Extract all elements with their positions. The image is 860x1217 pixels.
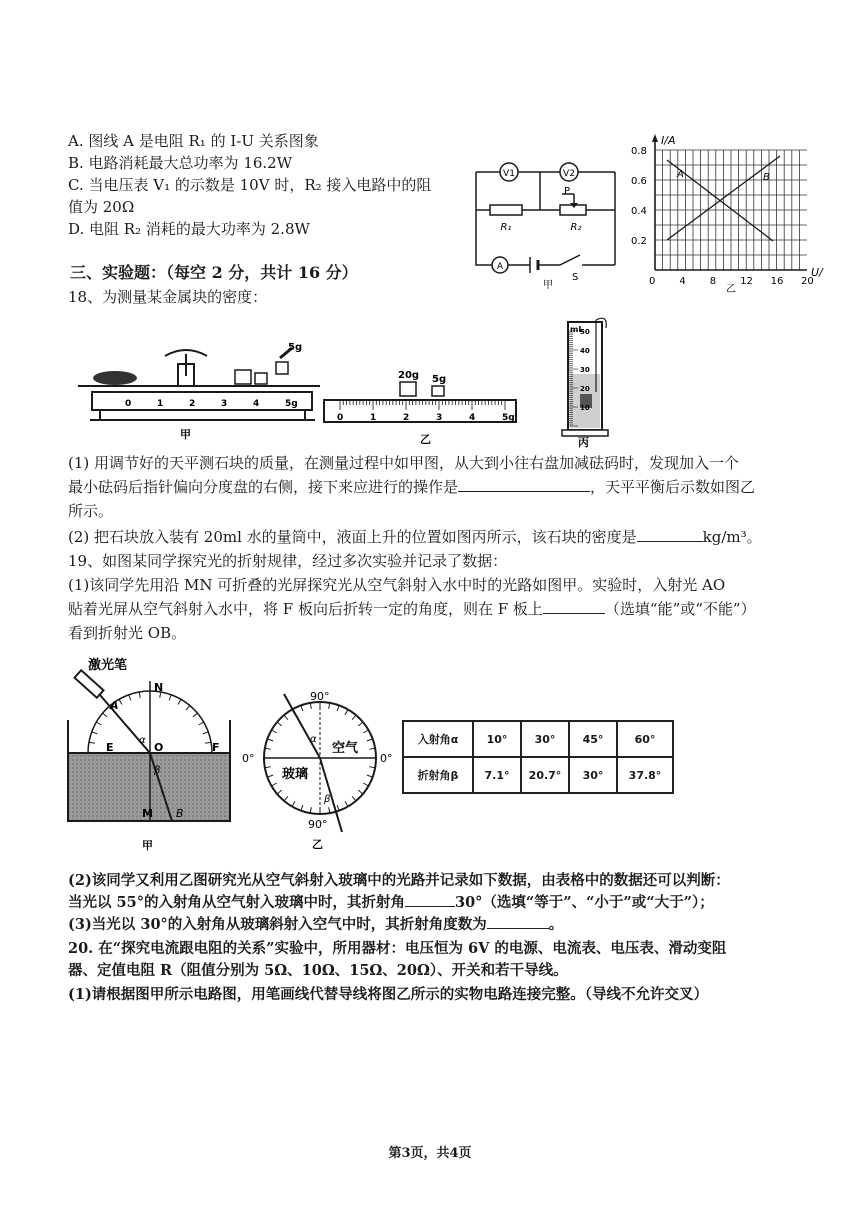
table-cell: 7.1° xyxy=(473,757,521,793)
option-a: A. 图线 A 是电阻 R₁ 的 I-U 关系图象 xyxy=(68,132,319,150)
label-n: N xyxy=(154,681,164,694)
answer-blank-3[interactable] xyxy=(543,599,605,614)
q20-line2: 器、定值电阻 R（阻值分别为 5Ω、10Ω、15Ω、20Ω）、开关和若干导线。 xyxy=(68,962,568,979)
resistor-r1-symbol xyxy=(490,205,522,215)
table-cell: 10° xyxy=(473,721,521,757)
cylinder-unit: mL xyxy=(570,325,584,334)
laser-label: 激光笔 xyxy=(88,658,128,673)
scale-label: 4 xyxy=(253,399,260,409)
y-tick-label: 0.4 xyxy=(631,206,647,217)
line-a-label: A xyxy=(677,169,684,180)
glass-right-label: 0° xyxy=(380,752,393,765)
answer-blank-5[interactable] xyxy=(487,914,549,929)
weight-block-icon xyxy=(235,370,251,384)
table-row xyxy=(403,757,673,793)
line-b-label: B xyxy=(763,172,770,183)
weight-block-icon-2 xyxy=(255,373,267,384)
glass-alpha-label: α xyxy=(310,734,317,745)
label-alpha: α xyxy=(139,735,146,746)
label-beta: β xyxy=(154,765,161,776)
q19-part2-line1: (2)该同学又利用乙图研究光从空气斜射入玻璃中的光路并记录如下数据，由表格中的数据还可以判断： xyxy=(68,872,730,889)
glass-label: 玻璃 xyxy=(282,767,309,782)
angle-table xyxy=(402,720,674,794)
q19-stem: 19、如图某同学探究光的折射规律，经过多次实验并记录了数据： xyxy=(68,552,508,570)
small-weight-icon xyxy=(276,362,288,374)
voltmeter-v1-label: V1 xyxy=(503,169,515,179)
water-refraction-figure xyxy=(64,655,246,855)
option-d: D. 电阻 R₂ 消耗的最大功率为 2.8W xyxy=(68,220,310,238)
table-cell: 45° xyxy=(569,721,617,757)
rider-scale-figure xyxy=(322,368,522,448)
option-b: B. 电路消耗最大总功率为 16.2W xyxy=(68,154,293,172)
x-tick-label: 4 xyxy=(679,276,686,287)
cylinder-mark-label: 40 xyxy=(580,347,590,355)
glass-beta-label: β xyxy=(324,794,331,805)
q18-part1-line3: 所示。 xyxy=(68,502,114,520)
weight-5g-label: 5g xyxy=(432,374,447,385)
weight-5g-icon xyxy=(432,386,444,396)
battery-symbol xyxy=(530,257,538,273)
water-fig-caption: 甲 xyxy=(142,839,153,852)
q18-part1-line2: 最小砝码后指针偏向分度盘的右侧，接下来应进行的操作是 ，天平平衡后示数如图乙 xyxy=(68,478,756,496)
table-cell: 37.8° xyxy=(617,757,673,793)
ammeter-label: A xyxy=(496,262,504,272)
table-cell: 入射角α xyxy=(403,721,473,757)
circuit-caption: 甲 xyxy=(543,280,553,291)
option-c-line2: 值为 20Ω xyxy=(68,198,135,216)
answer-blank-1[interactable] xyxy=(458,477,590,492)
table-cell: 30° xyxy=(569,757,617,793)
q19-part1-line3: 看到折射光 OB。 xyxy=(68,624,187,642)
q18-stem: 18、为测量某金属块的密度： xyxy=(68,288,268,306)
table-cell: 折射角β xyxy=(403,757,473,793)
x-tick-label: 16 xyxy=(770,276,784,287)
weight-20g-icon xyxy=(400,382,416,396)
balance-caption: 甲 xyxy=(180,428,191,441)
label-a: A xyxy=(110,699,119,712)
section-title: 三、实验题：（每空 2 分，共计 16 分） xyxy=(70,263,358,282)
option-c-line1: C. 当电压表 V₁ 的示数是 10V 时，R₂ 接入电路中的阻 xyxy=(68,176,432,194)
x-tick-label: 20 xyxy=(801,276,814,287)
scale-label: 1 xyxy=(370,413,377,423)
scale-label: 3 xyxy=(221,399,228,409)
slider-p-label: P xyxy=(564,186,571,197)
y-tick-label: 0.8 xyxy=(631,146,647,157)
scale-label: 4 xyxy=(469,413,476,423)
resistor-r1-label: R₁ xyxy=(500,222,512,233)
voltmeter-v2-label: V2 xyxy=(563,169,575,179)
q19-part3: (3)当光以 30°的入射角从玻璃斜射入空气中时，其折射角度数为 。 xyxy=(68,916,564,933)
answer-blank-4[interactable] xyxy=(405,892,455,907)
scale-label: 0 xyxy=(125,399,132,409)
weight-label: 5g xyxy=(288,342,303,353)
scale-label: 5g xyxy=(502,413,515,423)
page-footer: 第3页，共4页 xyxy=(388,1146,472,1161)
label-f: F xyxy=(212,741,220,754)
cylinder-caption: 丙 xyxy=(578,436,589,449)
scale-label: 5g xyxy=(285,399,298,409)
q18-part2: (2) 把石块放入装有 20ml 水的量筒中，液面上升的位置如图丙所示，该石块的密度是 kg/m³。 xyxy=(68,528,762,546)
scale-label: 0 xyxy=(337,413,344,423)
scale-label: 2 xyxy=(403,413,410,423)
x-tick-label: 0 xyxy=(649,276,656,287)
y-axis-label: I/A xyxy=(661,134,676,147)
glass-refraction-figure xyxy=(240,690,400,851)
cylinder-mark-label: 20 xyxy=(580,385,590,393)
balance-figure xyxy=(70,340,330,440)
q19-part2-line2: 当光以 55°的入射角从空气射入玻璃中时，其折射角 30°（选填“等于”、“小于”或“大于”）； xyxy=(68,894,714,911)
rheostat-r2-label: R₂ xyxy=(570,222,582,233)
weight-20g-label: 20g xyxy=(398,370,420,381)
graph-caption: 乙 xyxy=(726,284,736,295)
glass-bottom-label: 90° xyxy=(308,818,328,831)
q20-line1: 20. 在“探究电流跟电阻的关系”实验中，所用器材：电压恒为 6V 的电源、电流表、电压表、滑动变阻 xyxy=(68,940,727,957)
cylinder-mark-label: 50 xyxy=(580,328,590,336)
glass-top-label: 90° xyxy=(310,690,330,703)
x-tick-label: 8 xyxy=(709,276,717,287)
rider-caption: 乙 xyxy=(420,433,431,446)
air-label: 空气 xyxy=(332,741,359,756)
cylinder-figure xyxy=(556,314,626,449)
glass-fig-caption: 乙 xyxy=(312,838,323,851)
laser-pen-icon xyxy=(75,670,104,698)
scale-label: 2 xyxy=(189,399,196,409)
table-cell: 60° xyxy=(617,721,673,757)
q19-part1-line1: (1)该同学先用沿 MN 可折叠的光屏探究光从空气斜射入水中时的光路如图甲。实验时，入射光 AO xyxy=(68,576,726,594)
y-tick-label: 0.2 xyxy=(631,236,647,247)
metal-block-icon xyxy=(93,371,137,385)
answer-blank-2[interactable] xyxy=(637,527,703,542)
y-tick-label: 0.6 xyxy=(631,176,647,187)
q19-part1-line2: 贴着光屏从空气斜射入水中，将 F 板向后折转一定的角度，则在 F 板上 （选填“能”或“不能”） xyxy=(68,600,756,618)
label-b: B xyxy=(176,807,184,820)
glass-left-label: 0° xyxy=(242,752,255,765)
table-cell: 20.7° xyxy=(521,757,569,793)
label-m: M xyxy=(142,807,153,820)
scale-label: 3 xyxy=(436,413,443,423)
scale-label: 1 xyxy=(157,399,164,409)
circuit-diagram xyxy=(470,150,630,290)
table-row xyxy=(403,721,673,757)
switch-s-label: S xyxy=(572,272,579,283)
iu-graph xyxy=(625,130,825,295)
label-e: E xyxy=(106,741,114,754)
cylinder-mark-label: 30 xyxy=(580,366,590,374)
q20-line3: (1)请根据图甲所示电路图，用笔画线代替导线将图乙所示的实物电路连接完整。（导线不允许交叉） xyxy=(68,986,709,1003)
x-axis-label: U/ xyxy=(811,266,823,279)
q18-part1-line1: (1) 用调节好的天平测石块的质量，在测量过程中如甲图，从大到小往右盘加减砝码时，发现加入一个 xyxy=(68,454,740,472)
table-cell: 30° xyxy=(521,721,569,757)
x-tick-label: 12 xyxy=(740,276,753,287)
cylinder-mark-label: 10 xyxy=(580,404,590,412)
label-o: O xyxy=(154,741,164,754)
